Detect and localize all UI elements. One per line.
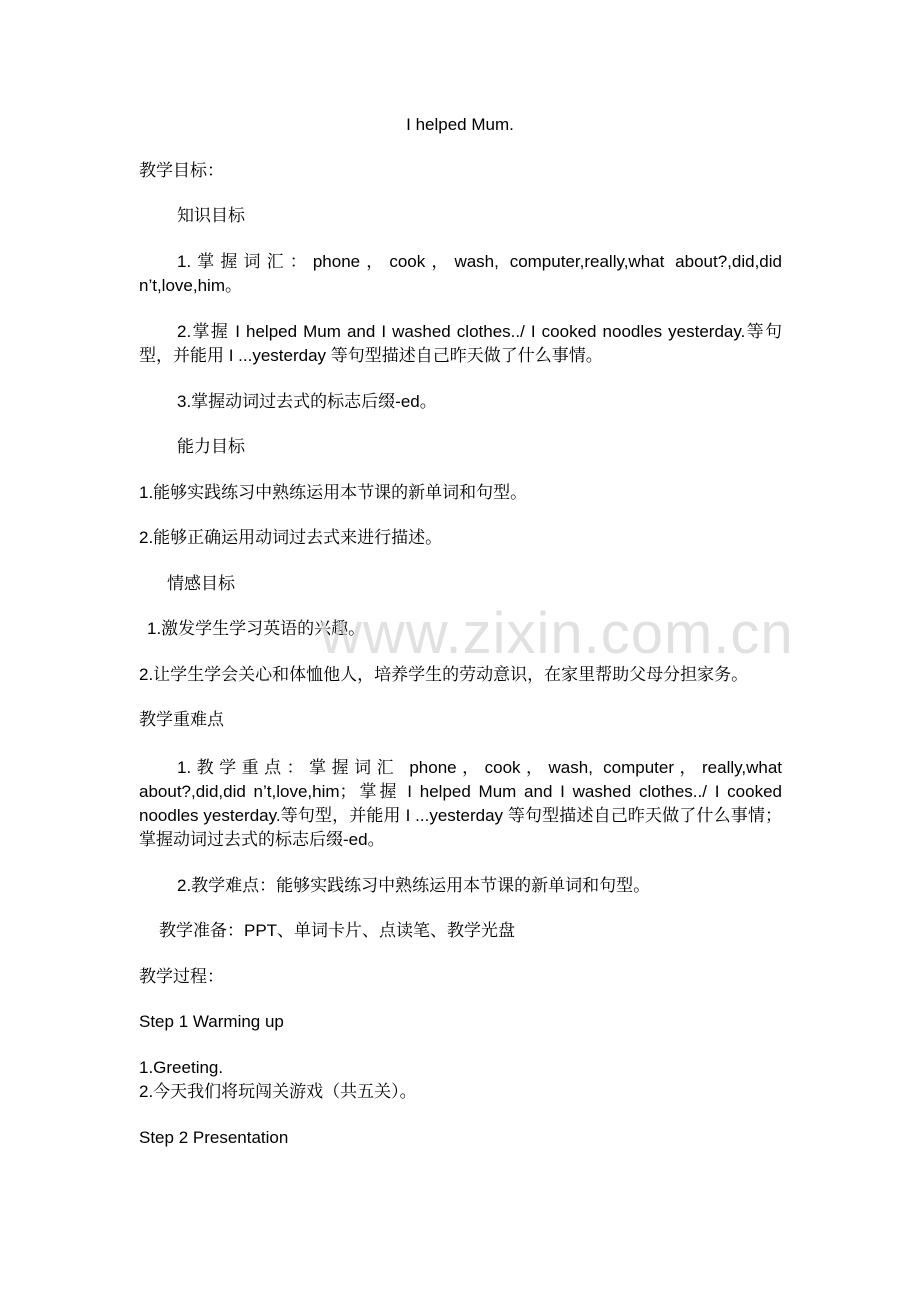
document-title: I helped Mum. (406, 115, 514, 134)
emotion-item-2: 2.让学生学会关心和体恤他人，培养学生的劳动意识，在家里帮助父母分担家务。 (139, 665, 749, 684)
ability-item-1: 1.能够实践练习中熟练运用本节课的新单词和句型。 (139, 483, 528, 502)
step-1-item-1: 1.Greeting. (139, 1058, 224, 1077)
step-1-item-2: 2.今天我们将玩闯关游戏（共五关）。 (139, 1082, 417, 1101)
ability-item-2: 2.能够正确运用动词过去式来进行描述。 (139, 528, 443, 547)
keypoint-item-2: 2.教学难点：能够实践练习中熟练运用本节课的新单词和句型。 (177, 876, 651, 895)
knowledge-heading: 知识目标 (177, 206, 245, 225)
teaching-preparation: 教学准备：PPT、单词卡片、点读笔、教学光盘 (159, 921, 516, 940)
keypoint-item-1: 1.教学重点：掌握词汇 phone，cook，wash, computer，really,what about?,did,did n’t,love,him；掌握 I helped Mum and I washed clothes../ I cooked noodles yesterday.等句型，并能用 I ...yesterday 等句型描述自己昨天做了什么事情；掌握动词过去式的标志后缀-ed。 (139, 758, 782, 849)
watermark: www.zixin.com.cn (320, 601, 794, 666)
emotion-heading: 情感目标 (167, 574, 235, 593)
keypoints-heading: 教学重难点 (139, 710, 224, 729)
step-1-heading: Step 1 Warming up (139, 1012, 284, 1031)
knowledge-item-1: 1.掌握词汇：phone，cook，wash, computer,really,what about?,did,did n’t,love,him。 (139, 252, 782, 295)
knowledge-item-3: 3.掌握动词过去式的标志后缀-ed。 (177, 392, 437, 411)
emotion-item-1: 1.激发学生学习英语的兴趣。 (147, 619, 366, 638)
step-2-heading: Step 2 Presentation (139, 1128, 289, 1147)
ability-heading: 能力目标 (177, 437, 245, 456)
knowledge-item-2: 2.掌握 I helped Mum and I washed clothes../ I cooked noodles yesterday.等句型，并能用 I ...yesterday 等句型描述自己昨天做了什么事情。 (139, 322, 782, 365)
process-heading: 教学过程： (139, 967, 224, 986)
objectives-heading: 教学目标： (139, 161, 224, 180)
